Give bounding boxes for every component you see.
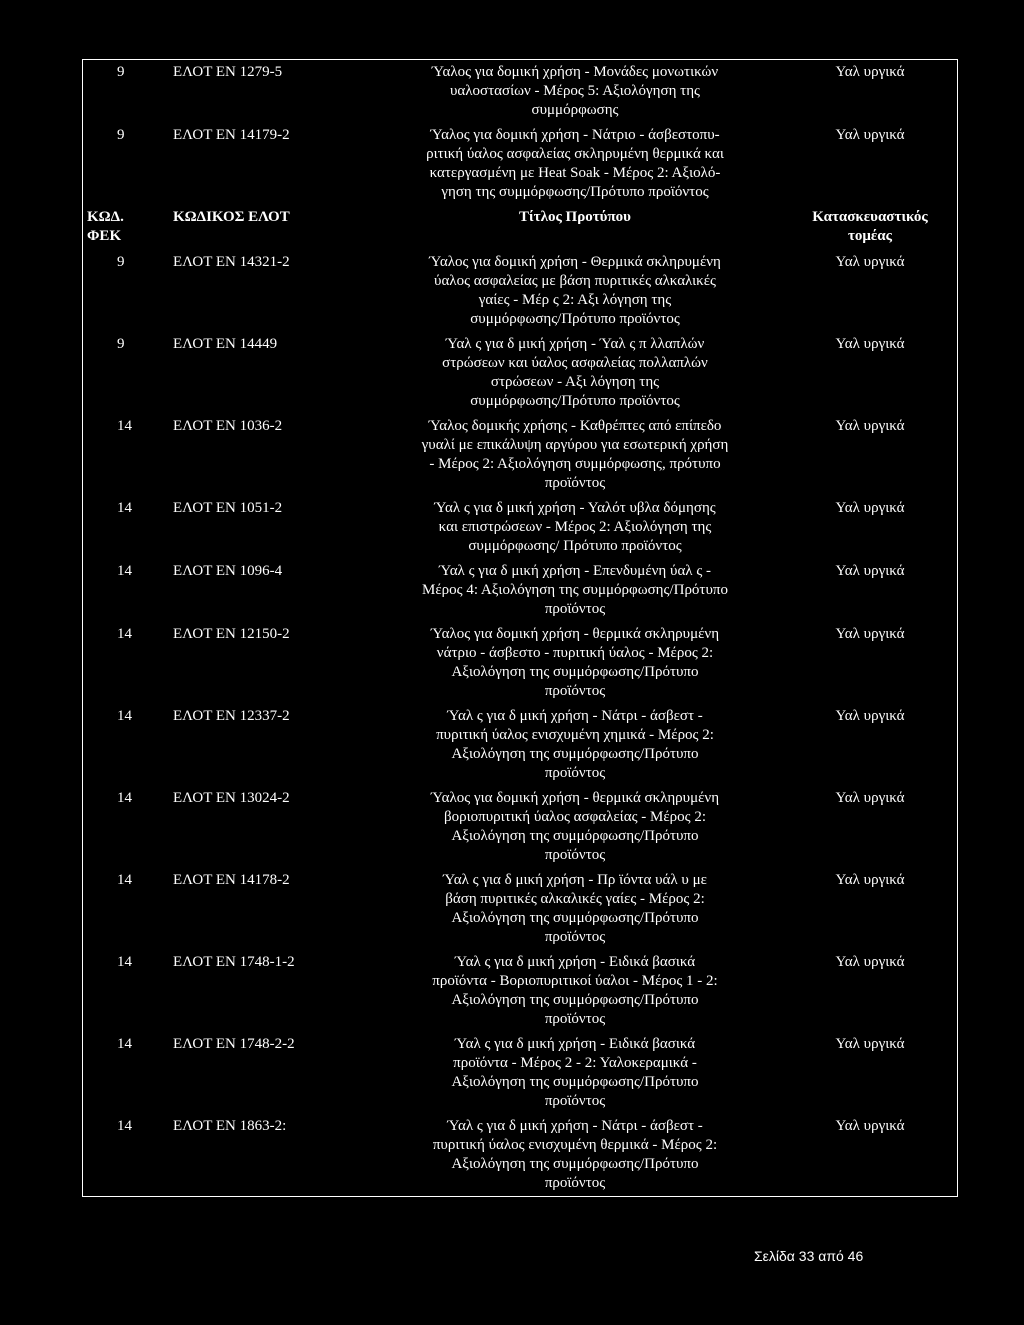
fek-cell: 14 [117,500,132,516]
fek-cell: 9 [117,127,125,143]
standards-table [82,59,958,1197]
sector-cell: Υαλ υργικά [835,1036,905,1052]
title-line: Ύαλ ς για δ μική χρήση - Πρ ϊόντα υάλ υ με [443,872,707,888]
sector-cell: Υαλ υργικά [835,1118,905,1134]
header-sector [783,205,958,250]
title-line: προϊόντος [544,929,606,945]
title-line: Αξιολόγηση της συμμόρφωσης/Πρότυπο [451,992,699,1008]
fek-cell: 14 [117,1036,132,1052]
title-line: βάση πυριτικές αλκαλικές γαίες - Μέρος 2: [445,891,705,907]
table-row [83,704,958,786]
table-row [83,786,958,868]
title-line: Μέρος 4: Αξιολόγηση της συμμόρφωσης/Πρότυπο [422,582,728,598]
header-code: ΚΩΔΙΚΟΣ ΕΛΟΤ [173,209,290,225]
table-body-before-header [83,60,958,206]
title-line: προϊόντος [544,683,606,699]
code-cell: ΕΛΟΤ ΕΝ 1096-4 [173,563,283,579]
header-row [83,205,958,250]
fek-cell: 14 [117,1118,132,1134]
title-line: γυαλί με επικάλυψη αργύρου για εσωτερική χρήση [421,437,729,453]
title-line: στρώσεων - Αξι λόγηση της [490,374,660,390]
title-line: βοριοπυριτική ύαλος ασφαλείας - Μέρος 2: [444,809,706,825]
table-row [83,559,958,622]
title-line: συμμόρφωσης [531,102,619,118]
title-cell [367,622,783,704]
title-cell [367,950,783,1032]
sector-cell: Υαλ υργικά [835,708,905,724]
title-cell [367,1032,783,1114]
sector-cell: Υαλ υργικά [835,64,905,80]
title-line: Αξιολόγηση της συμμόρφωσης/Πρότυπο [451,664,699,680]
title-line: Ύαλ ς για δ μική χρήση - Νάτρι - άσβεστ - [447,1118,703,1134]
table-row [83,622,958,704]
title-cell [367,123,783,205]
title-line: προϊόντος [544,847,606,863]
sector-cell: Υαλ υργικά [835,954,905,970]
title-line: Ύαλος για δομική χρήση - Θερμικά σκληρυμένη [429,254,721,270]
title-cell [367,1114,783,1197]
table-row [83,1032,958,1114]
title-line: Αξιολόγηση της συμμόρφωσης/Πρότυπο [451,910,699,926]
title-line: προϊόντος [544,1093,606,1109]
fek-cell: 9 [117,64,125,80]
table-row [83,868,958,950]
code-cell: ΕΛΟΤ ΕΝ 13024-2 [173,790,290,806]
table-row [83,60,958,124]
title-cell [367,559,783,622]
title-line: Ύαλος για δομική χρήση - θερμικά σκληρυμένη [430,626,720,642]
title-line: Ύαλ ς για δ μική χρήση - Ύαλ ς π λλαπλών [445,336,705,352]
fek-cell: 14 [117,626,132,642]
fek-cell: 14 [117,418,132,434]
code-cell: ΕΛΟΤ ΕΝ 12150-2 [173,626,290,642]
title-line: προϊόντος [544,1175,606,1191]
table-row [83,414,958,496]
table-row [83,332,958,414]
sector-cell: Υαλ υργικά [835,336,905,352]
title-line: Ύαλ ς για δ μική χρήση - Επενδυμένη ύαλ ς - [438,563,712,579]
code-cell: ΕΛΟΤ ΕΝ 1748-2-2 [173,1036,295,1052]
title-line: Αξιολόγηση της συμμόρφωσης/Πρότυπο [451,1156,699,1172]
title-cell [367,414,783,496]
title-line: συμμόρφωσης/ Πρότυπο προϊόντος [468,538,682,554]
title-line: πυριτική ύαλος ενισχυμένη θερμικά - Μέρος 2: [432,1137,718,1153]
title-line: Ύαλος δομικής χρήσης - Καθρέπτες από επίπεδο [428,418,722,434]
table-row [83,1114,958,1197]
title-line: Αξιολόγηση της συμμόρφωσης/Πρότυπο [451,746,699,762]
table-body [83,250,958,1197]
code-cell: ΕΛΟΤ ΕΝ 1863-2: [173,1118,287,1134]
header-fek-line1: ΚΩΔ. [87,209,124,225]
title-line: Αξιολόγηση της συμμόρφωσης/Πρότυπο [451,1074,699,1090]
title-cell [367,786,783,868]
header-fek [83,205,170,250]
code-cell: ΕΛΟΤ ΕΝ 1748-1-2 [173,954,295,970]
title-cell [367,60,783,124]
title-line: προϊόντα - Μέρος 2 - 2: Υαλοκεραμικά - [453,1055,697,1071]
title-line: προϊόντα - Βοριοπυριτικοί ύαλοι - Μέρος 1 - 2: [432,973,718,989]
title-line: συμμόρφωσης/Πρότυπο προϊόντος [470,311,680,327]
sector-cell: Υαλ υργικά [835,127,905,143]
title-line: - Μέρος 2: Αξιολόγηση συμμόρφωσης, πρότυπο [429,456,721,472]
code-cell: ΕΛΟΤ ΕΝ 1279-5 [173,64,283,80]
title-line: κατεργασμένη με Heat Soak - Μέρος 2: Αξιολό- [429,165,721,181]
title-line: Ύαλ ς για δ μική χρήση - Ειδικά βασικά [454,954,696,970]
fek-cell: 9 [117,336,125,352]
fek-cell: 14 [117,790,132,806]
title-line: Ύαλ ς για δ μική χρήση - Υαλότ υβλα δόμησης [434,500,716,516]
title-line: γηση της συμμόρφωσης/Πρότυπο προϊόντος [441,184,709,200]
title-line: πυριτική ύαλος ενισχυμένη χημικά - Μέρος 2: [436,727,714,743]
sector-cell: Υαλ υργικά [835,872,905,888]
title-line: προϊόντος [544,475,606,491]
fek-cell: 14 [117,563,132,579]
table-row [83,496,958,559]
title-line: προϊόντος [544,601,606,617]
title-line: Ύαλ ς για δ μική χρήση - Νάτρι - άσβεστ - [447,708,703,724]
table-row [83,950,958,1032]
code-cell: ΕΛΟΤ ΕΝ 14178-2 [173,872,290,888]
title-line: νάτριο - άσβεστο - πυριτική ύαλος - Μέρος 2: [436,645,714,661]
code-cell: ΕΛΟΤ ΕΝ 14321-2 [173,254,290,270]
title-line: ύαλος ασφαλείας με βάση πυριτικές αλκαλικές [434,273,716,289]
table-row [83,123,958,205]
sector-cell: Υαλ υργικά [835,626,905,642]
sector-cell: Υαλ υργικά [835,254,905,270]
fek-cell: 14 [117,708,132,724]
title-line: στρώσεων και ύαλος ασφαλείας πολλαπλών [442,355,708,371]
title-line: υαλοστασίων - Μέρος 5: Αξιολόγηση της [450,83,700,99]
title-line: Ύαλ ς για δ μική χρήση - Ειδικά βασικά [454,1036,696,1052]
title-cell [367,868,783,950]
sector-cell: Υαλ υργικά [835,563,905,579]
sector-cell: Υαλ υργικά [835,500,905,516]
code-cell: ΕΛΟΤ ΕΝ 14179-2 [173,127,290,143]
code-cell: ΕΛΟΤ ΕΝ 14449 [173,336,278,352]
code-cell: ΕΛΟΤ ΕΝ 12337-2 [173,708,290,724]
title-cell [367,332,783,414]
title-line: γαίες - Μέρ ς 2: Αξι λόγηση της [478,292,672,308]
title-cell [367,250,783,332]
header-fek-line2: ΦΕΚ [87,228,122,244]
title-line: Αξιολόγηση της συμμόρφωσης/Πρότυπο [451,828,699,844]
table-header [83,205,958,250]
title-line: προϊόντος [544,765,606,781]
title-line: και επιστρώσεων - Μέρος 2: Αξιολόγηση της [438,519,712,535]
code-cell: ΕΛΟΤ ΕΝ 1036-2 [173,418,283,434]
code-cell: ΕΛΟΤ ΕΝ 1051-2 [173,500,283,516]
sector-cell: Υαλ υργικά [835,418,905,434]
fek-cell: 9 [117,254,125,270]
header-sector-line2: τομέας [847,228,893,244]
page-number: Σελίδα 33 από 46 [754,1248,864,1264]
sector-cell: Υαλ υργικά [835,790,905,806]
title-line: Ύαλος για δομική χρήση - Νάτριο - άσβεστοπυ- [430,127,720,143]
title-cell [367,496,783,559]
fek-cell: 14 [117,954,132,970]
title-cell [367,704,783,786]
title-line: Ύαλος για δομική χρήση - θερμικά σκληρυμένη [430,790,720,806]
title-line: συμμόρφωσης/Πρότυπο προϊόντος [470,393,680,409]
header-sector-line1: Κατασκευαστικός [812,209,928,225]
header-title: Τίτλος Προτύπου [519,209,631,225]
title-line: προϊόντος [544,1011,606,1027]
fek-cell: 14 [117,872,132,888]
table-row [83,250,958,332]
title-line: Ύαλος για δομική χρήση - Μονάδες μονωτικών [431,64,719,80]
title-line: ριτική ύαλος ασφαλείας σκληρυμένη θερμικά και [426,146,724,162]
